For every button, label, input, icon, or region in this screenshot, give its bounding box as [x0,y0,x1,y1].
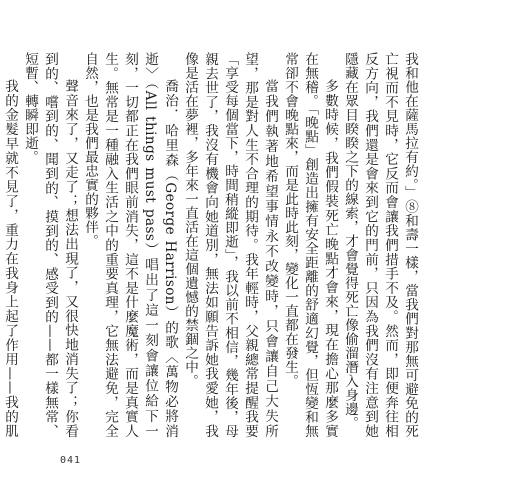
paragraph-5: 聲音來了，又走了；想法出現了，又很快地消失了；你看到的、嚐到的、聞到的、摸到的、感受到的——都一樣無常、短暫、轉瞬即逝。 [22,52,78,438]
paragraph-2: 多數時候，我們假裝死亡晚點才會來，現在擔心那麼多實在無稽。「晚點」創造出擁有安全距離的舒適幻覺，但恆變和無常卻不會晚點來，而是此時此刻，變化一直都在發生。 [282,52,338,438]
paragraph-4: 喬治．哈里森（George Harrison）的歌〈萬物必將消逝〉（All things must pass）唱出了這一刻會讓位給下一刻，一切都正在我們眼前消失，這不是什麼魔術，而是真實人生。無常是一種融入生活之中的重要真理，它無法避免，完全自然，也是我們最忠實的夥伴。 [82,52,178,438]
paragraph-3: 當我們執著地希望事情永不改變時，只會讓自己大失所望，那是對人生不合理的期待。我年輕時，父親總常提醒我要「享受每個當下，時間稍縱即逝」，我以前不相信，幾年後，母親去世了，我沒有機會向她道別，無法如願告訴她我愛她，我像是活在夢裡，多年來一直活在這個遺憾的禁錮之中。 [182,52,278,438]
page-number: 041 [60,455,82,466]
vertical-text-body [2,52,420,438]
paragraph-1: 我和他在薩馬拉有約。」⑧和壽一樣，當我們對那無可避免的死亡視而不見時，它反而會讓我們措手不及。然而，即便奔往相反方向，我們還是會來到它的門前，只因為我們沒有注意到她隱藏在眾目睽睽之下的線索，才會覺得死亡像偷溜潛入身邊。 [342,52,418,438]
paragraph-6: 我的金髮早就不見了，重力在我身上起了作用——我的肌 [2,79,18,438]
